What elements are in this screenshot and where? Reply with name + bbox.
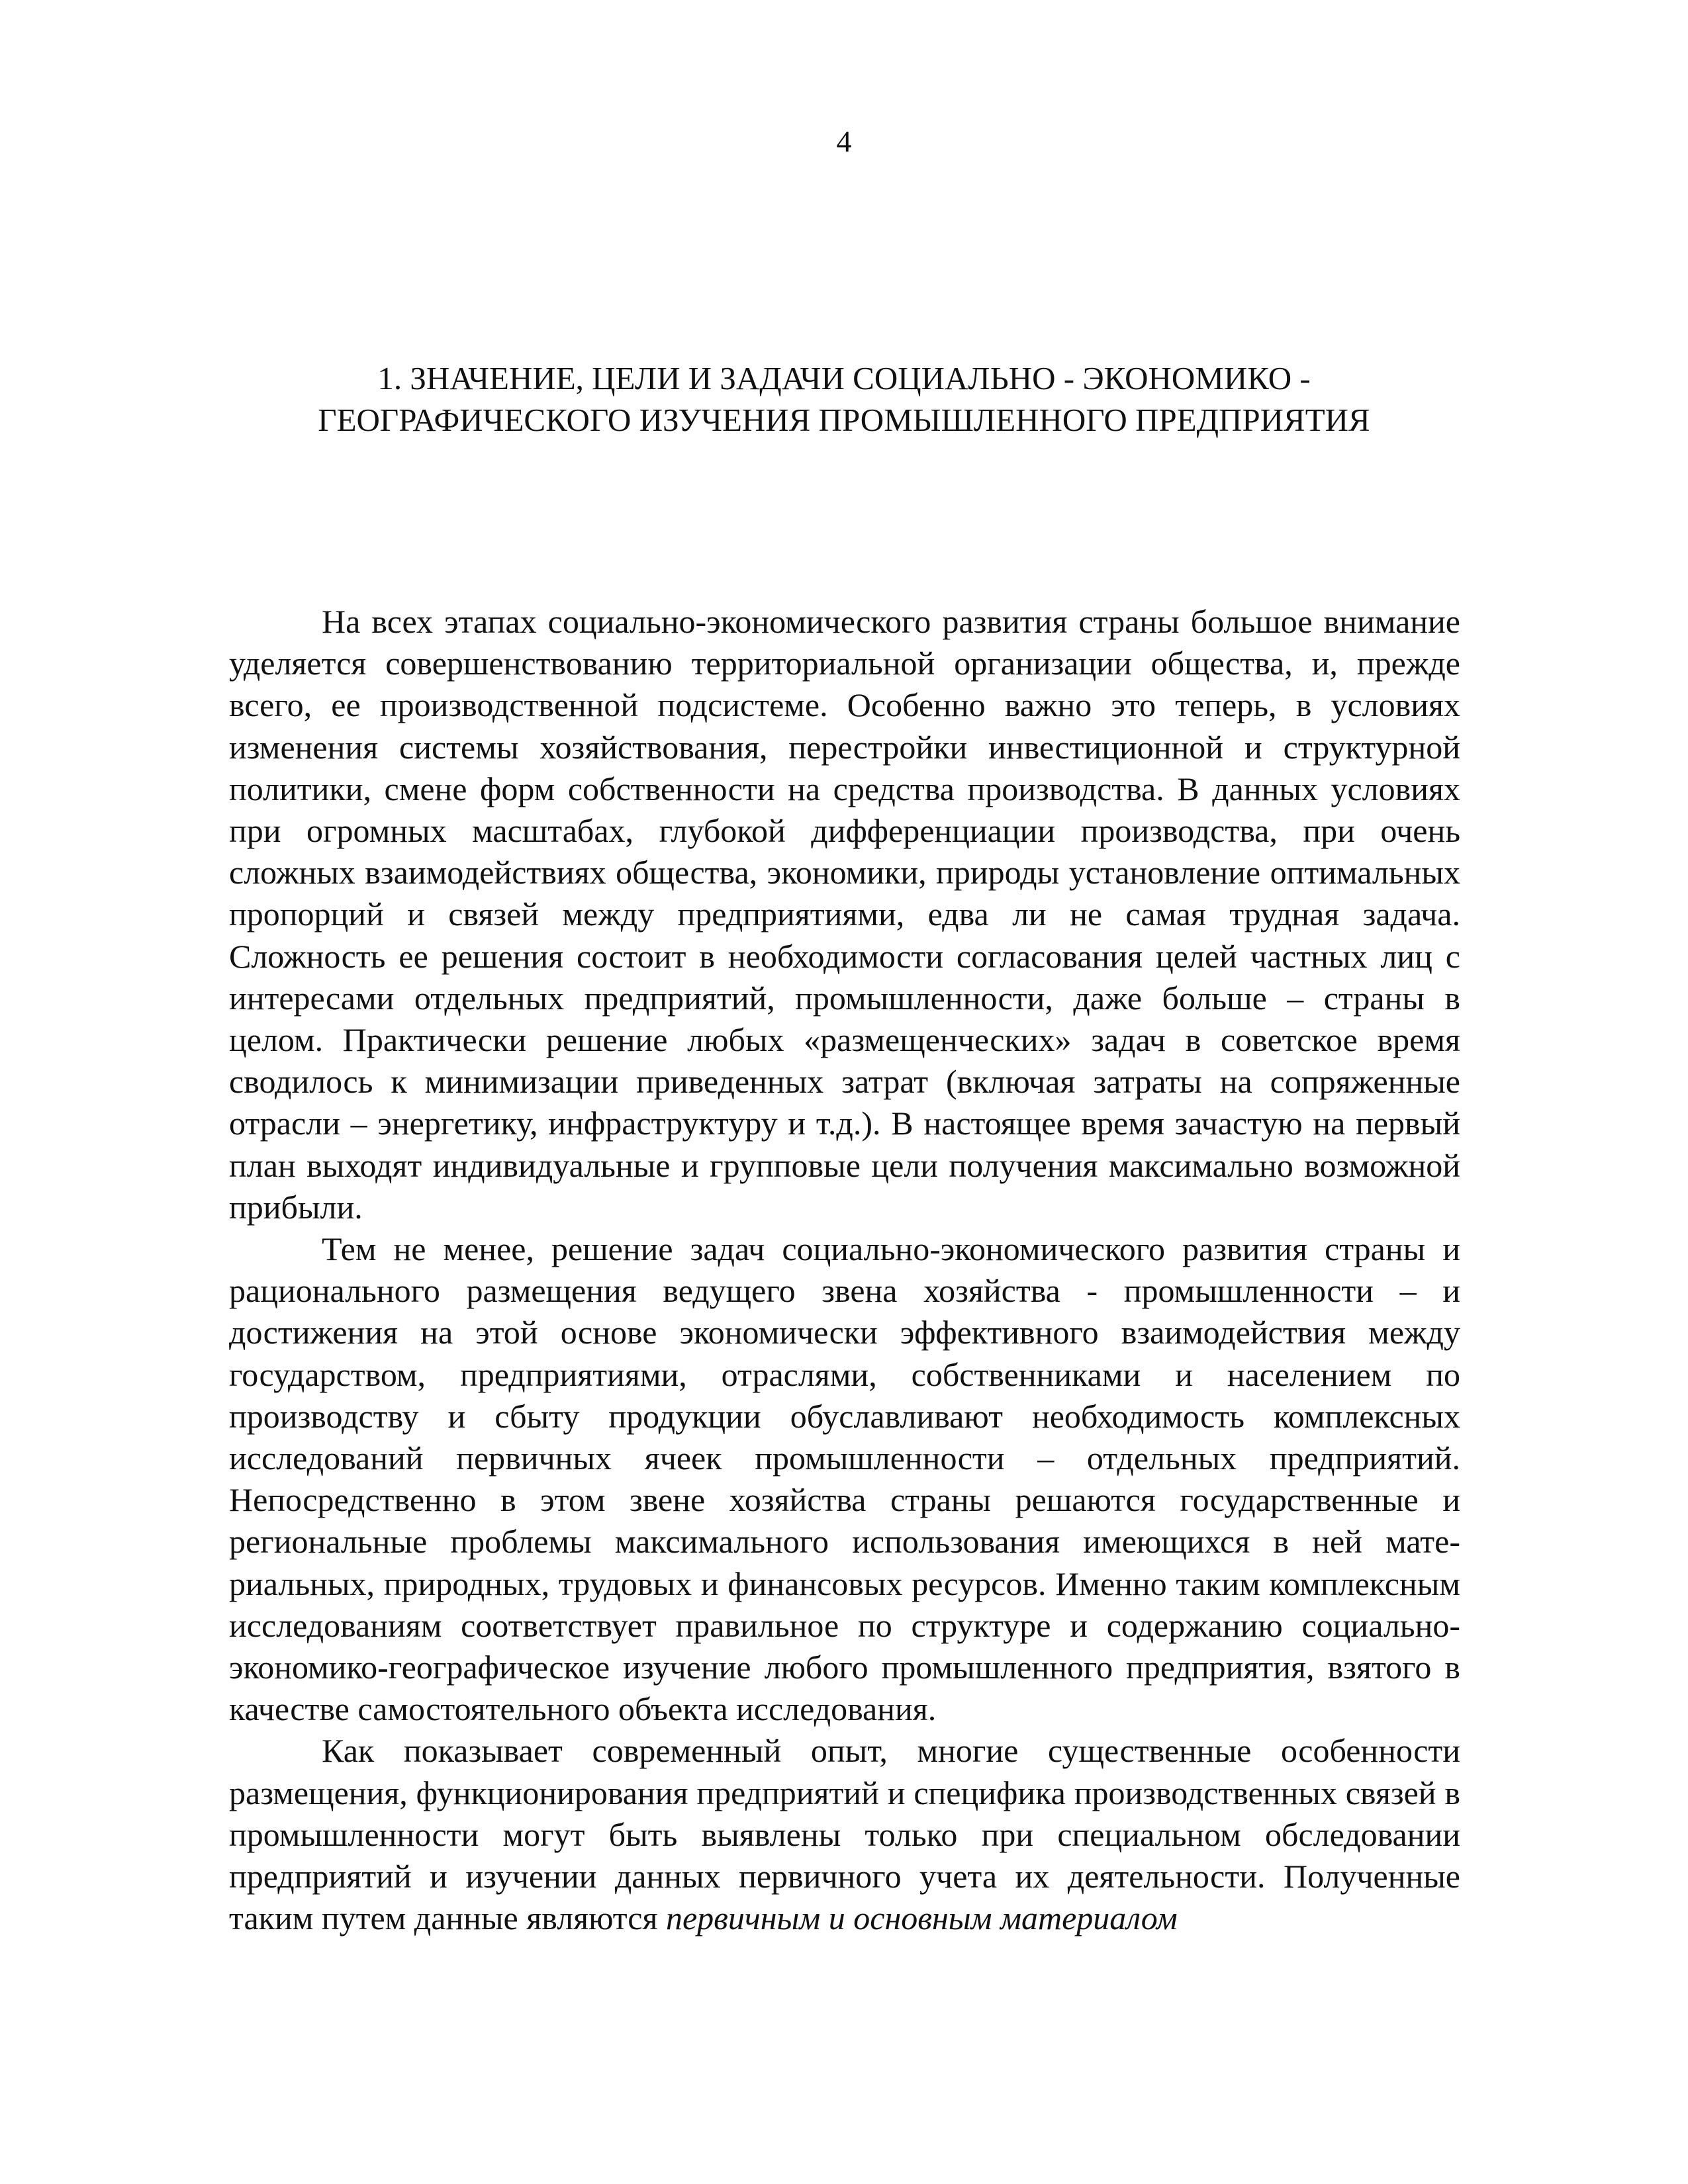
body-text bbox=[229, 601, 1460, 1940]
page-number: 4 bbox=[836, 124, 852, 158]
paragraph-3-text: Как показывает современный опыт, многие существенные особенности размещения, функционирования предприятий и специфика производственных связей в промышленности могут быть выявлены только при специальном обследовании предприятий и изучении данных первичного учета их деятельности. Полученные таким путем данные являются bbox=[229, 1732, 1460, 1937]
paragraph-2-text: Тем не менее, решение задач социально-экономического развития страны и рационального размещения ведущего звена хозяйства - промышленности – и достижения на этой основе экономически эффективного взаимодействия между государством, предприятиями, отраслями, собственниками и населением по производству и сбыту продукции обуславливают необходимость комплексных исследований первичных ячеек промышленности – отдельных предприятий. Непосредственно в этом звене хозяйства страны решаются государственные и региональные проблемы максимального использования имеющихся в ней материальных, природных, трудовых и финансовых ресурсов. Именно таким комплексным исследованиям соответствует правильное по структуре и содержанию социально-экономико-географическое изучение любого промышленного предприятия, взятого в качестве самостоятельного объекта исследования. bbox=[229, 1230, 1460, 1728]
chapter-title-line-1: 1. ЗНАЧЕНИЕ, ЦЕЛИ И ЗАДАЧИ СОЦИАЛЬНО - ЭКОНОМИКО - bbox=[377, 360, 1311, 396]
paragraph-2 bbox=[229, 1228, 1460, 1730]
paragraph-1-text: На всех этапах социально-экономического развития страны большое внимание уделяется совершенствованию территориальной организации общества, и, прежде всего, ее производственной подсистеме. Особенно важно это теперь, в условиях изменения системы хозяйствования, перестройки инвестиционной и структурной политики, смене форм собственности на средства производства. В данных условиях при огромных масштабах, глубокой дифференциации производства, при очень сложных взаимодействиях общества, экономики, природы установление оптимальных пропорций и связей между предприятиями, едва ли не самая трудная задача. Сложность ее решения состоит в необходимости согласования целей частных лиц с интересами отдельных предприятий, промышленности, даже больше – страны в целом. Практически решение любых «размещенческих» задач в советское время сводилось к минимизации приведенных затрат (включая затраты на сопряженные отрасли – энергетику, инфраструктуру и т.д.). В настоящее время зачастую на первый план выходят индивидуальные и групповые цели получения максимально возможной прибыли. bbox=[229, 603, 1460, 1226]
paragraph-3 bbox=[229, 1730, 1460, 1939]
chapter-title-line-2: ГЕОГРАФИЧЕСКОГО ИЗУЧЕНИЯ ПРОМЫШЛЕННОГО ПРЕДПРИЯТИЯ bbox=[318, 402, 1370, 438]
paragraph-3-emphasis: первичным и основным материалом bbox=[665, 1899, 1178, 1937]
paragraph-1 bbox=[229, 601, 1460, 1228]
chapter-title bbox=[199, 357, 1489, 441]
